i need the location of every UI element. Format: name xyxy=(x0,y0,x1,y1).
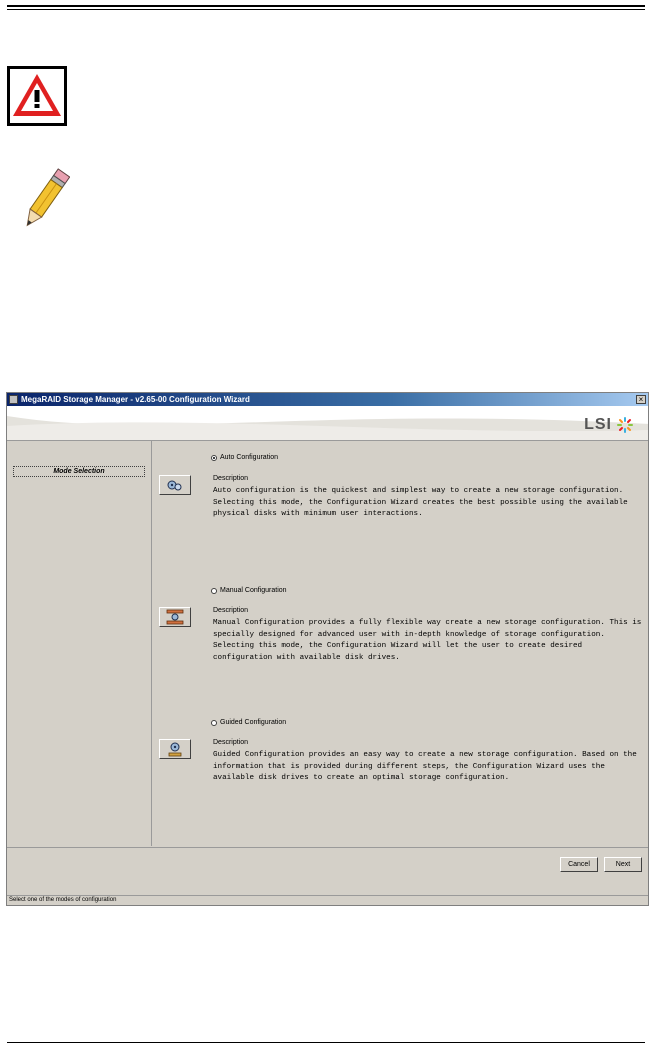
auto-configuration-button[interactable] xyxy=(159,475,191,495)
configuration-wizard-window xyxy=(6,392,649,906)
footer-divider xyxy=(7,847,648,848)
auto-description-heading: Description xyxy=(213,475,249,482)
status-bar-text: Select one of the modes of configuration xyxy=(9,897,117,903)
auto-configuration-label[interactable]: Auto Configuration xyxy=(220,454,278,461)
manual-configuration-description: Manual Configuration provides a fully flexible way create a new storage configuration. This is specially designed for advanced user with in-depth knowledge of storage configuration. Selecting this mode, the Configuration Wizard will let the user to create desired configuration with available disk drives. xyxy=(213,619,642,662)
header-rule-thin xyxy=(7,9,645,10)
guided-configuration-button[interactable] xyxy=(159,739,191,759)
guided-configuration-radio[interactable] xyxy=(211,720,217,726)
footer-rule xyxy=(7,1042,645,1043)
guided-config-icon xyxy=(165,741,185,757)
auto-configuration-radio[interactable] xyxy=(211,455,217,461)
lsi-logo xyxy=(584,416,634,434)
lsi-logo-icon xyxy=(616,416,634,434)
title-bar[interactable] xyxy=(7,393,648,406)
auto-configuration-description: Auto configuration is the quickest and simplest way to create a new storage configuration. Selecting this mode, the Configuration Wizard creates the best possible using the available physical disks with minimum user interactions. xyxy=(213,487,628,518)
manual-configuration-radio[interactable] xyxy=(211,588,217,594)
guided-configuration-label[interactable]: Guided Configuration xyxy=(220,719,287,726)
cancel-button[interactable]: Cancel xyxy=(560,857,598,872)
warning-icon xyxy=(7,66,67,126)
manual-configuration-label[interactable]: Manual Configuration xyxy=(220,587,287,594)
close-button[interactable]: × xyxy=(636,395,646,404)
window-title: MegaRAID Storage Manager - v2.65-00 Configuration Wizard xyxy=(21,395,250,404)
next-button[interactable]: Next xyxy=(604,857,642,872)
guided-configuration-description: Guided Configuration provides an easy way to create a new storage configuration. Based on the information that is provided during different steps, the Configuration Wizard uses the available disk drives to create an optimal storage configuration. xyxy=(213,751,637,782)
manual-config-icon xyxy=(165,609,185,625)
manual-configuration-button[interactable] xyxy=(159,607,191,627)
steps-panel xyxy=(7,441,152,846)
header-rule xyxy=(7,5,645,7)
wizard-banner xyxy=(7,406,648,440)
manual-description-heading: Description xyxy=(213,607,249,614)
step-mode-selection[interactable]: Mode Selection xyxy=(13,466,145,477)
banner-wave-graphic xyxy=(7,406,648,440)
logo-text: LSI xyxy=(584,416,612,433)
gear-icon xyxy=(165,477,185,493)
pencil-icon xyxy=(20,165,70,235)
guided-description-heading: Description xyxy=(213,739,249,746)
app-icon xyxy=(9,395,18,404)
